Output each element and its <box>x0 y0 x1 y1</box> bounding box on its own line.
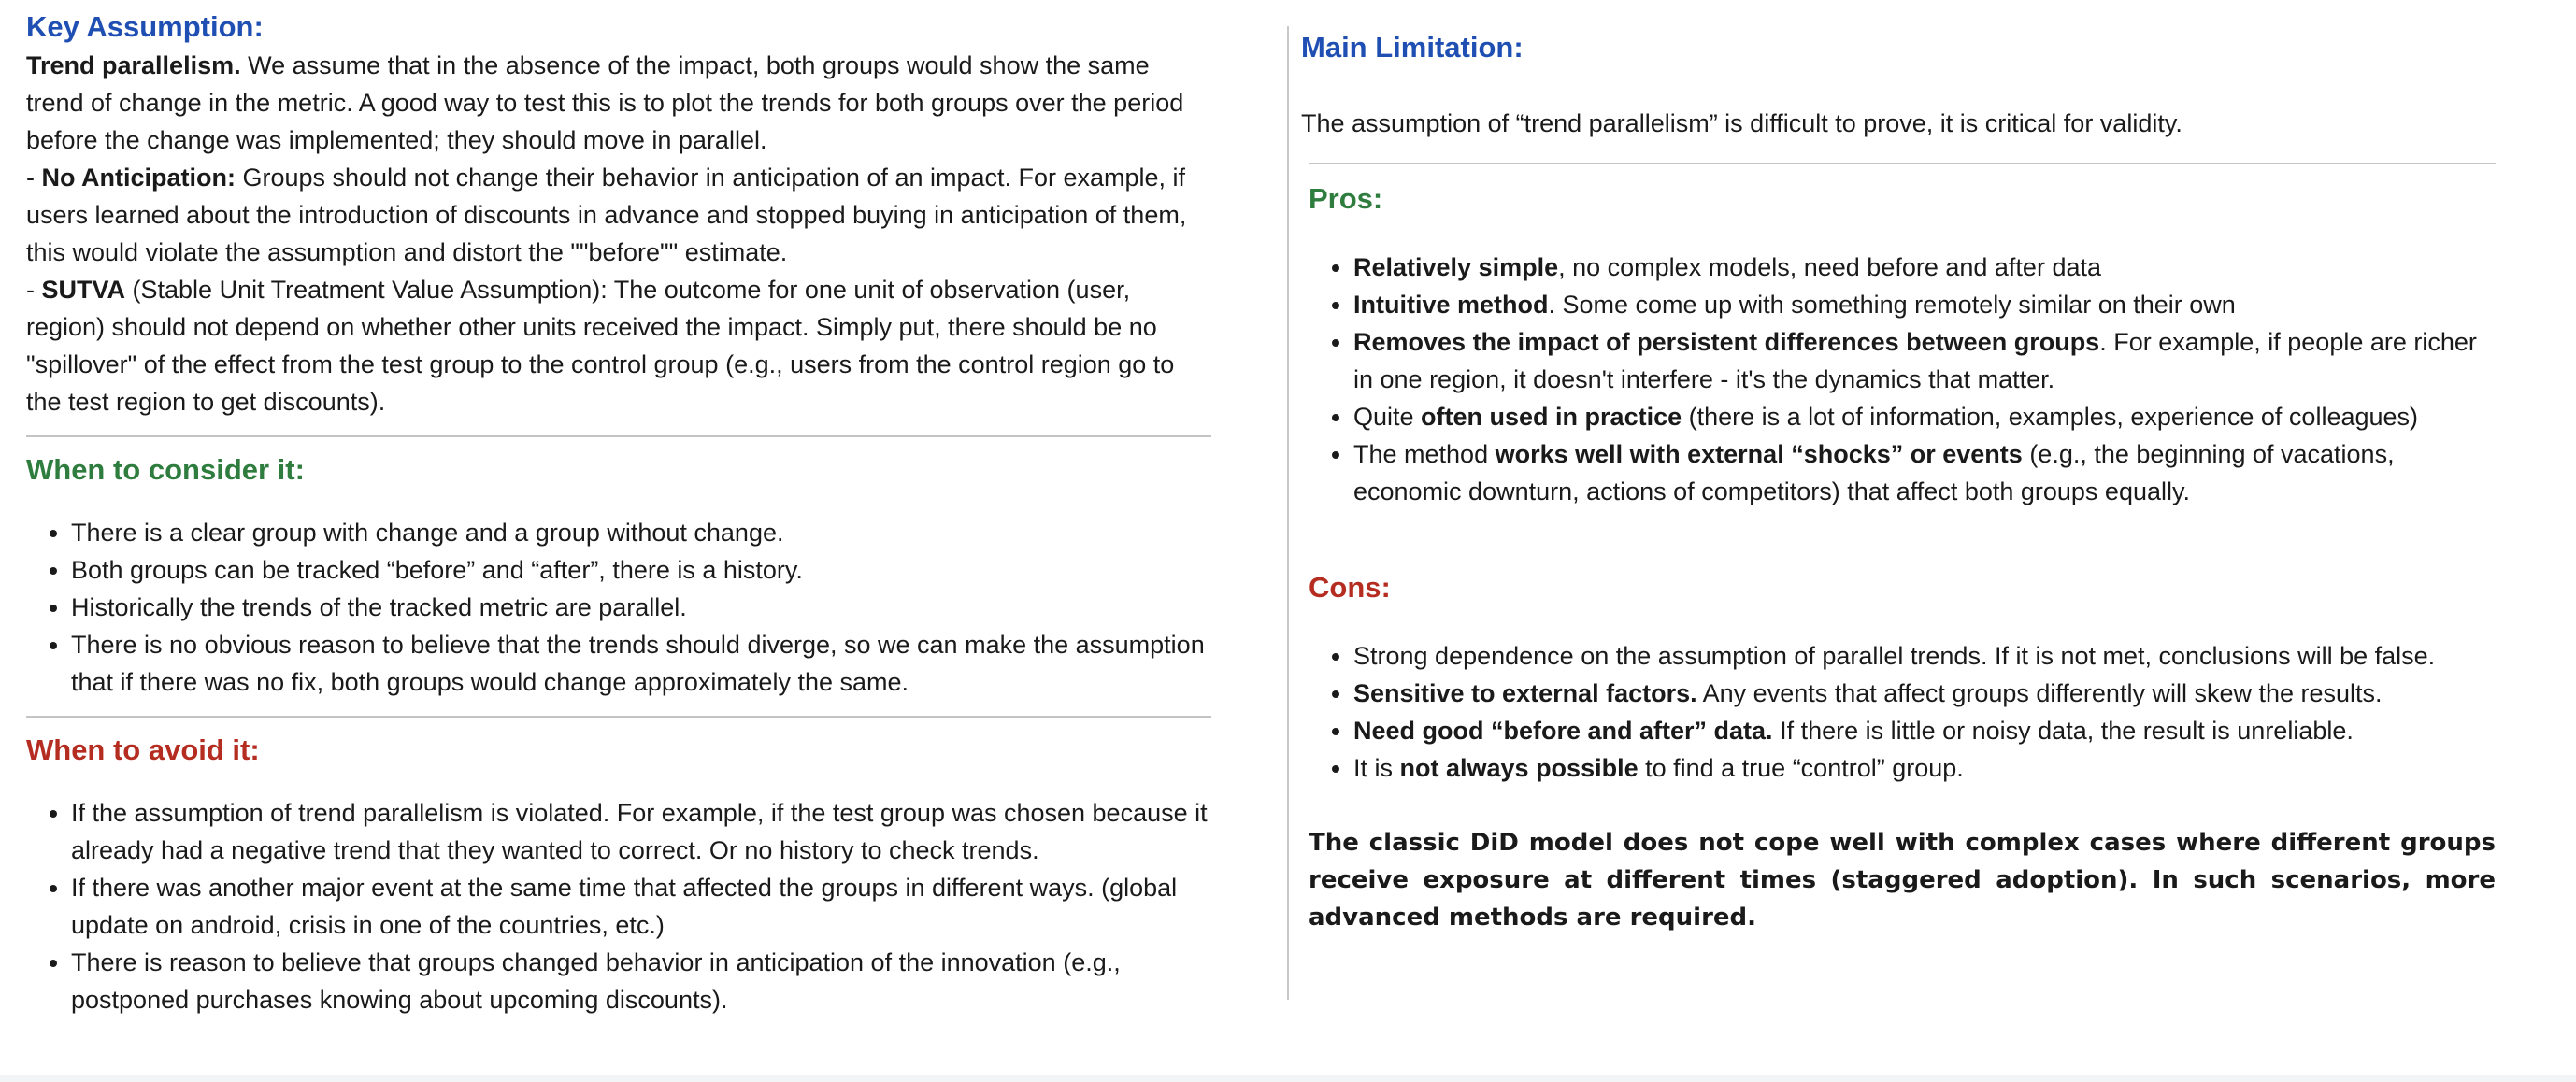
item-emphasis: not always possible <box>1399 754 1639 782</box>
item-emphasis: Sensitive to external factors. <box>1353 679 1697 707</box>
list-item <box>1353 323 2496 398</box>
list-item <box>1353 398 2496 435</box>
list-item: • If the assumption of trend parallelism is violated. For example, if the test group was chosen because it already had a negative trend that they wanted to correct. Or no history to check trends. <box>71 794 1211 869</box>
list-item <box>1353 712 2496 749</box>
trend-parallelism-paragraph <box>26 47 1211 159</box>
list-item <box>1353 675 2496 712</box>
page-bottom-edge <box>0 1075 2576 1082</box>
sutva-label: SUTVA <box>41 276 126 304</box>
no-anticipation-text: Groups should not change their behavior in anticipation of an impact. For example, if users learned about the introduction of discounts in advance and stopped buying in anticipation of them, this would violate the assumption and distort the ""before"" estimate. <box>26 164 1187 266</box>
sutva-prefix: - <box>26 276 42 304</box>
item-emphasis: Need good “before and after” data. <box>1353 717 1773 745</box>
item-emphasis: often used in practice <box>1421 403 1682 431</box>
item-text: , no complex models, need before and after data <box>1558 253 2101 281</box>
item-text: Strong dependence on the assumption of parallel trends. If it is not met, conclusions will be false. <box>1353 642 2436 670</box>
item-text: . For example, if people are richer in one region, it doesn't interfere - it's the dynamics that matter. <box>1353 328 2477 393</box>
column-divider <box>1287 26 1289 1000</box>
sutva-paragraph <box>26 271 1211 420</box>
item-text: (e.g., the beginning of vacations, economic downturn, actions of competitors) that affect both groups equally. <box>1353 440 2395 505</box>
item-text: to find a true “control” group. <box>1638 754 1964 782</box>
no-anticipation-prefix: - <box>26 164 42 192</box>
list-item <box>1353 249 2496 286</box>
main-limitation-text: The assumption of “trend parallelism” is difficult to prove, it is critical for validity. <box>1301 109 2182 137</box>
list-item <box>1353 749 2496 787</box>
list-item: • There is a clear group with change and a group without change. <box>71 514 1211 551</box>
no-anticipation-paragraph <box>26 159 1211 271</box>
when-avoid-list <box>26 794 1211 1018</box>
list-item: • Both groups can be tracked “before” and “after”, there is a history. <box>71 551 1211 589</box>
item-text: (there is a lot of information, examples, experience of colleagues) <box>1682 403 2419 431</box>
section-divider <box>26 716 1211 718</box>
when-consider-heading: When to consider it: <box>26 453 305 486</box>
left-column <box>26 7 1211 1018</box>
main-limitation-heading: Main Limitation: <box>1301 31 1524 64</box>
key-assumption-block <box>26 47 1211 420</box>
list-item <box>1353 286 2496 323</box>
trend-parallelism-label: Trend parallelism. <box>26 51 241 79</box>
key-assumption-heading: Key Assumption: <box>26 10 264 43</box>
list-item: • There is reason to believe that groups changed behavior in anticipation of the innovation (e.g., postponed purchases knowing about upcoming discounts). <box>71 944 1211 1018</box>
item-text: The method <box>1353 440 1496 468</box>
list-item <box>1353 637 2496 675</box>
item-emphasis: Intuitive method <box>1353 291 1549 319</box>
section-divider <box>26 435 1211 437</box>
item-text: . Some come up with something remotely similar on their own <box>1548 291 2236 319</box>
list-item: • If there was another major event at the same time that affected the groups in different ways. (global update on android, crisis in one of the countries, etc.) <box>71 869 1211 944</box>
when-avoid-heading: When to avoid it: <box>26 733 260 766</box>
cons-list <box>1309 637 2496 787</box>
final-note: The classic DiD model does not cope well with complex cases where different groups receive exposure at different times (staggered adoption). In such scenarios, more advanced methods are required. <box>1309 829 2496 932</box>
cons-heading: Cons: <box>1309 571 1391 604</box>
sutva-text: (Stable Unit Treatment Value Assumption): The outcome for one unit of observation (user, region) should not depend on whether other units received the impact. Simply put, there should be no "spillover" of the effect from the test group to the control group (e.g., users from the control region go to the test region to get discounts). <box>26 276 1175 416</box>
item-text: Quite <box>1353 403 1422 431</box>
when-consider-list <box>26 514 1211 701</box>
item-text: It is <box>1353 754 1400 782</box>
item-emphasis: Removes the impact of persistent differences between groups <box>1353 328 2100 356</box>
list-item: • Historically the trends of the tracked metric are parallel. <box>71 589 1211 626</box>
pros-heading: Pros: <box>1309 182 1383 215</box>
pros-section <box>1301 179 2496 936</box>
item-text: If there is little or noisy data, the result is unreliable. <box>1772 717 2354 745</box>
right-column <box>1301 28 2496 936</box>
item-emphasis: Relatively simple <box>1353 253 1559 281</box>
no-anticipation-label: No Anticipation: <box>41 164 236 192</box>
pros-list <box>1309 249 2496 510</box>
item-emphasis: works well with external “shocks” or events <box>1495 440 2023 468</box>
item-text: Any events that affect groups differently will skew the results. <box>1696 679 2383 707</box>
trend-parallelism-text: We assume that in the absence of the impact, both groups would show the same trend of change in the metric. A good way to test this is to plot the trends for both groups over the period before the change was implemented; they should move in parallel. <box>26 51 1184 154</box>
section-divider <box>1309 163 2496 164</box>
list-item: • There is no obvious reason to believe that the trends should diverge, so we can make the assumption that if there was no fix, both groups would change approximately the same. <box>71 626 1211 701</box>
list-item <box>1353 435 2496 510</box>
